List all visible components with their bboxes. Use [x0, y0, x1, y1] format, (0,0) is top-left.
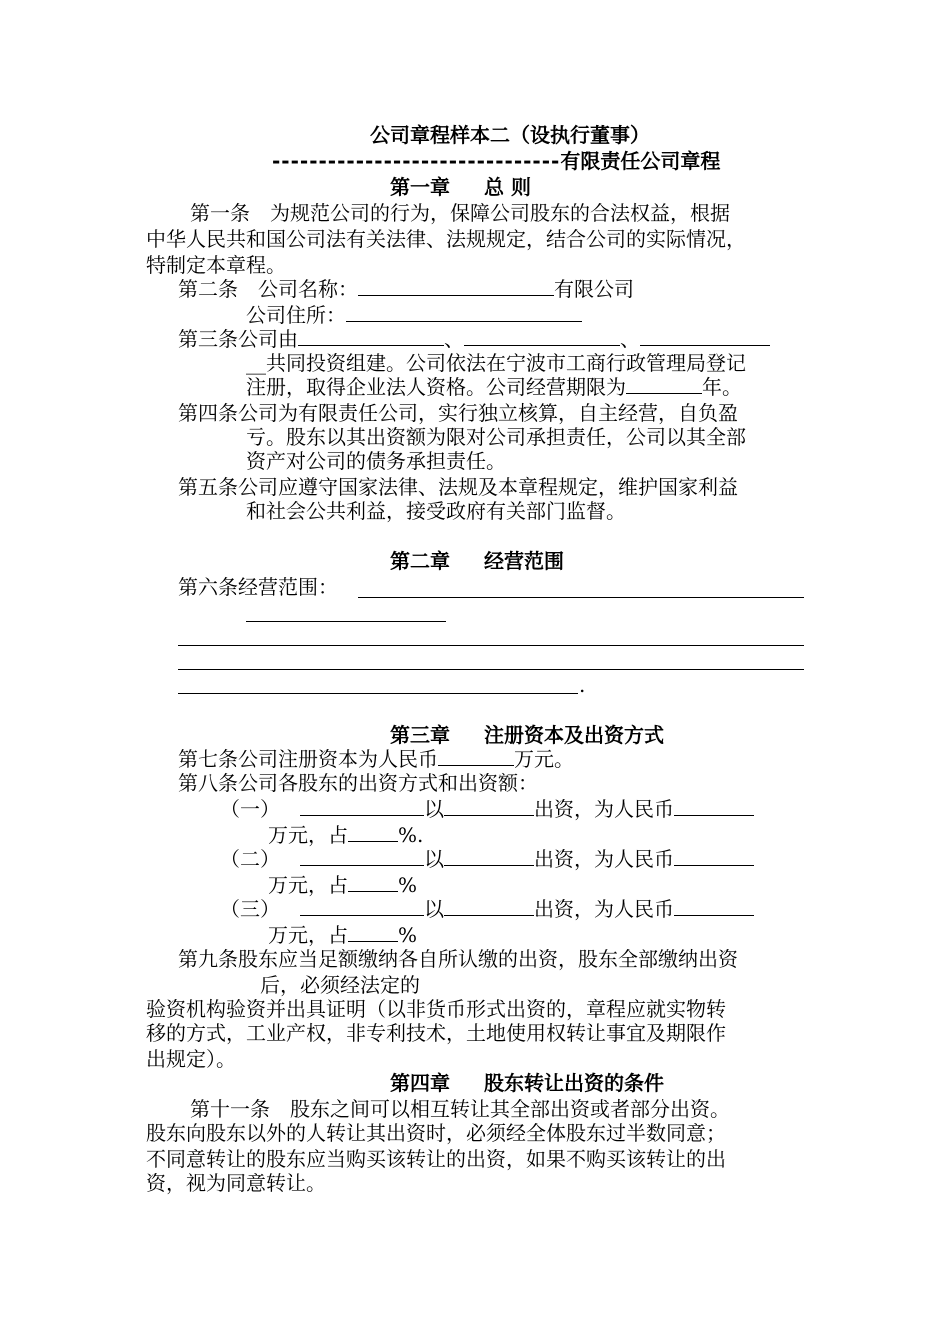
article-6-line: [178, 574, 338, 600]
document-subtitle: [272, 148, 720, 174]
chapter-4-heading: [390, 1070, 664, 1096]
item-3-wan: 万元，占: [268, 923, 348, 947]
article-11-line-2: 股东向股东以外的人转让其出资时，必须经全体股东过半数同意；: [146, 1121, 726, 1145]
chapter-2-number: 第二章: [390, 549, 450, 573]
article-9-line-4: 移的方式，工业产权，非专利技术，土地使用权转让事宜及期限作: [146, 1021, 726, 1045]
item-1-method-blank: [444, 797, 534, 816]
contribution-item-1-line-2: [268, 822, 423, 848]
chapter-3-heading: [390, 722, 664, 748]
item-1-pct: %.: [398, 823, 424, 847]
business-scope-rule-5: [178, 693, 578, 694]
item-3-number: （三）: [220, 897, 280, 921]
item-3-text: 出资，为人民币: [534, 897, 674, 921]
article-9-line-5: 出规定）。: [146, 1047, 236, 1071]
item-3-percent-blank: [348, 923, 398, 942]
article-9-line-3: 验资机构验资并出具证明（以非货币形式出资的，章程应就实物转: [146, 997, 726, 1021]
item-3-method-blank: [444, 897, 534, 916]
item-3-yi: 以: [424, 897, 444, 921]
contribution-item-2: [220, 846, 754, 872]
article-4-line-3: 资产对公司的债务承担责任。: [246, 449, 506, 473]
article-11-line-1: 第十一条 股东之间可以相互转让其全部出资或者部分出资。: [190, 1097, 730, 1121]
item-1-yi: 以: [424, 797, 444, 821]
article-4-line-2: 亏。股东以其出资额为限对公司承担责任，公司以其全部: [246, 425, 746, 449]
chapter-4-name: 股东转让出资的条件: [484, 1071, 664, 1095]
separator-1: 、: [444, 327, 464, 351]
address-blank: [346, 303, 582, 322]
item-2-pct: %: [398, 873, 418, 897]
item-2-yi: 以: [424, 847, 444, 871]
item-1-percent-blank: [348, 823, 398, 842]
contribution-item-3: [220, 896, 754, 922]
chapter-1-number: 第一章: [390, 175, 450, 199]
item-1-amount-blank: [674, 797, 754, 816]
address-label: 公司住所：: [246, 303, 346, 327]
article-9-line-1: 第九条股东应当足额缴纳各自所认缴的出资，股东全部缴纳出资: [178, 947, 738, 971]
article-3-line-2: __共同投资组建。公司依法在宁波市工商行政管理局登记: [246, 351, 746, 375]
article-5-line-2: 和社会公共利益，接受政府有关部门监督。: [246, 499, 626, 523]
chapter-1-name: 总 则: [484, 175, 531, 199]
subtitle-text: 有限责任公司章程: [560, 149, 721, 173]
article-5-line-1: 第五条公司应遵守国家法律、法规及本章程规定，维护国家利益: [178, 475, 738, 499]
article-3-line-1: [178, 326, 770, 352]
article-4-line-1: 第四条公司为有限责任公司，实行独立核算，自主经营，自负盈: [178, 401, 738, 425]
registered-capital-blank: [438, 747, 514, 766]
item-3-pct: %: [398, 923, 418, 947]
business-scope-end: .: [579, 673, 586, 697]
article-6-label: 第六条经营范围：: [178, 575, 338, 599]
item-2-shareholder-blank: [300, 847, 424, 866]
article-2-address-line: [246, 302, 582, 328]
shareholder-blank-3: [640, 327, 770, 346]
business-scope-rule-4: [178, 669, 804, 670]
article-1-line-1: 第一条 为规范公司的行为，保障公司股东的合法权益，根据: [190, 201, 730, 225]
item-2-number: （二）: [220, 847, 280, 871]
article-11-line-3: 不同意转让的股东应当购买该转让的出资，如果不购买该转让的出: [146, 1147, 726, 1171]
chapter-4-number: 第四章: [390, 1071, 450, 1095]
chapter-2-heading: [390, 548, 564, 574]
article-7-text: 第七条公司注册资本为人民币: [178, 747, 438, 771]
chapter-2-name: 经营范围: [484, 549, 564, 573]
item-1-shareholder-blank: [300, 797, 424, 816]
article-8-line: 第八条公司各股东的出资方式和出资额：: [178, 771, 538, 795]
article-2-label: 第二条 公司名称：: [178, 277, 358, 301]
article-11-line-4: 资，视为同意转让。: [146, 1171, 326, 1195]
business-scope-rule-3: [178, 645, 804, 646]
chapter-3-name: 注册资本及出资方式: [484, 723, 664, 747]
item-2-wan: 万元，占: [268, 873, 348, 897]
item-2-text: 出资，为人民币: [534, 847, 674, 871]
item-3-amount-blank: [674, 897, 754, 916]
chapter-3-number: 第三章: [390, 723, 450, 747]
article-3-years: 年。: [702, 375, 742, 399]
separator-2: 、: [620, 327, 640, 351]
item-2-amount-blank: [674, 847, 754, 866]
item-1-number: （一）: [220, 797, 280, 821]
subtitle-dashes: -------------------------------: [272, 149, 561, 173]
article-1-line-2: 中华人民共和国公司法有关法律、法规规定，结合公司的实际情况，: [146, 227, 746, 251]
shareholder-blank-2: [464, 327, 620, 346]
term-years-blank: [626, 375, 702, 394]
article-3-line-3: [246, 374, 742, 400]
company-name-blank: [358, 277, 554, 296]
business-scope-rule-1: [358, 597, 804, 598]
item-1-wan: 万元，占: [268, 823, 348, 847]
article-1-line-3: 特制定本章程。: [146, 253, 286, 277]
shareholder-blank-1: [298, 327, 444, 346]
article-3-text-3: 注册，取得企业法人资格。公司经营期限为: [246, 375, 626, 399]
article-3-text-1: 第三条公司由: [178, 327, 298, 351]
article-9-line-2: 后，必须经法定的: [260, 973, 420, 997]
item-2-method-blank: [444, 847, 534, 866]
article-7-line: [178, 746, 574, 772]
contribution-item-1: [220, 796, 754, 822]
chapter-1-heading: [390, 174, 531, 200]
item-1-text: 出资，为人民币: [534, 797, 674, 821]
business-scope-rule-2: [246, 621, 446, 622]
article-7-unit: 万元。: [514, 747, 574, 771]
article-2-line: [178, 276, 634, 302]
document-title: 公司章程样本二（设执行董事）: [370, 123, 650, 147]
article-2-suffix: 有限公司: [554, 277, 634, 301]
contribution-item-3-line-2: [268, 922, 417, 948]
item-3-shareholder-blank: [300, 897, 424, 916]
item-2-percent-blank: [348, 873, 398, 892]
contribution-item-2-line-2: [268, 872, 417, 898]
